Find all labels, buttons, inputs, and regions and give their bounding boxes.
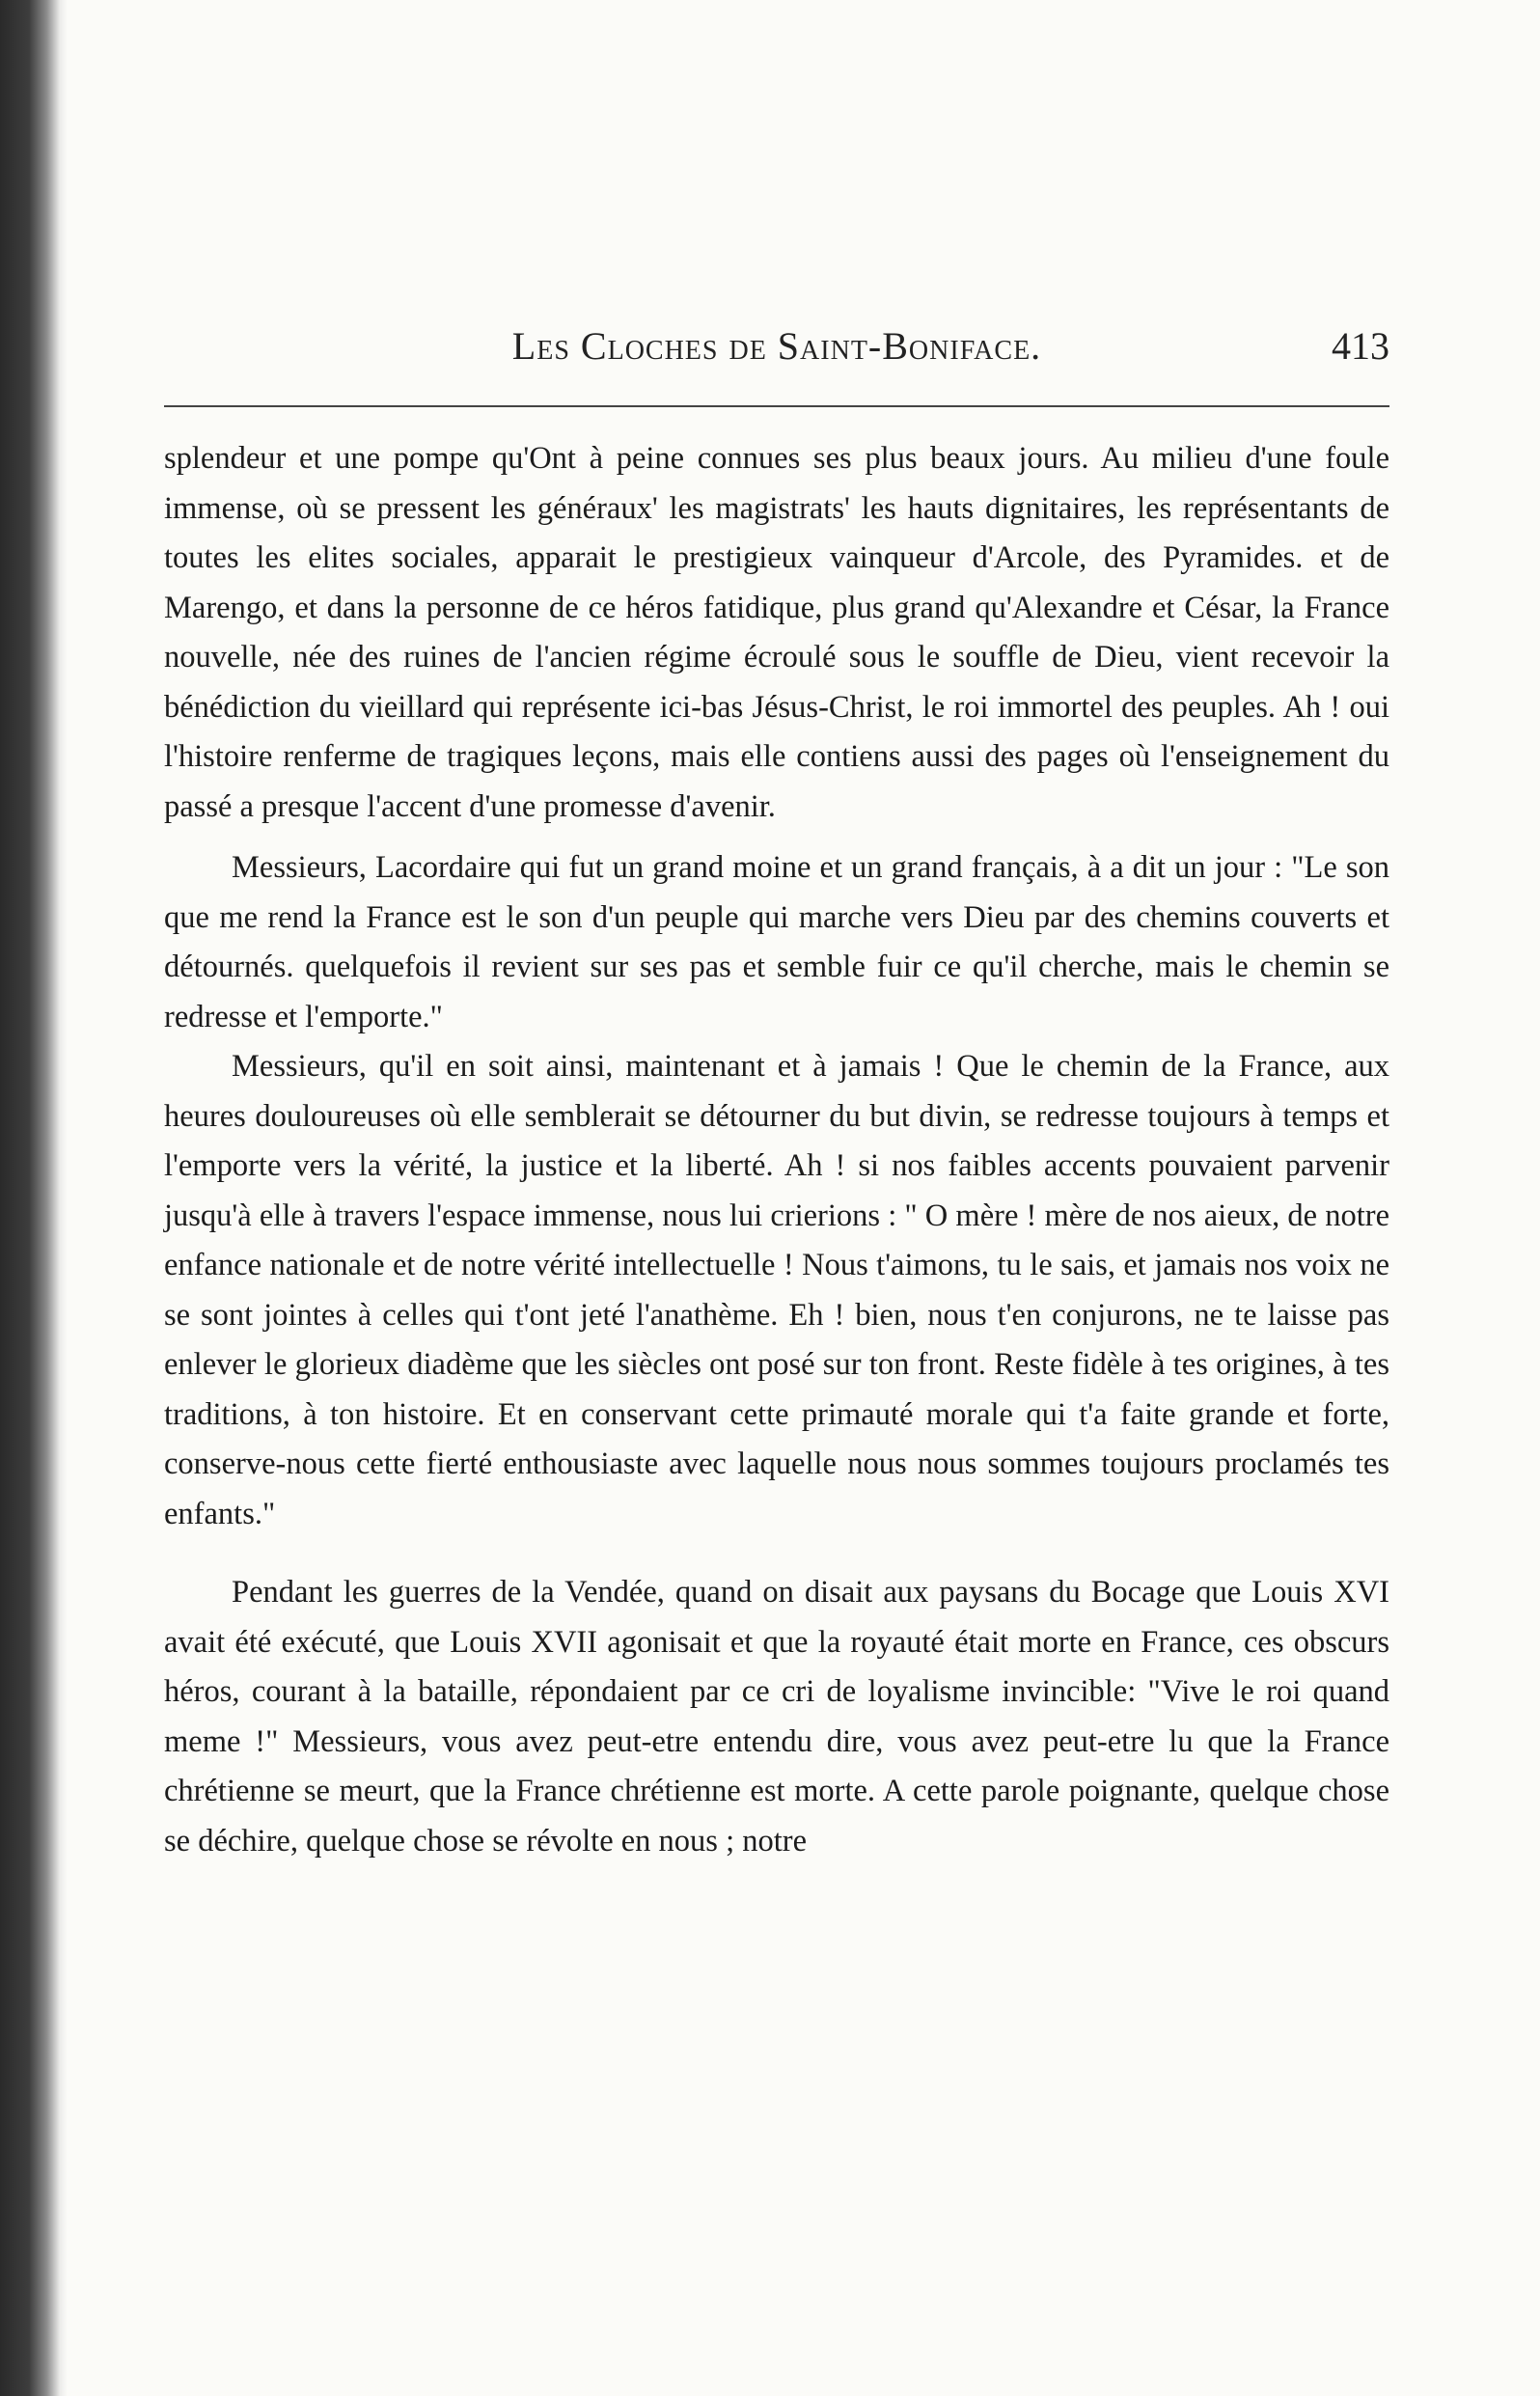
page-number: 413: [1332, 324, 1389, 368]
paragraph-vendee: Pendant les guerres de la Vendée, quand on disait aux paysans du Bocage que Louis XVI avait été exécuté, que Louis XVII agonisait et que la royauté était morte en France, ces obscurs héros, courant à la bataille, répondaient par ce cri de loyalisme invincible: "Vive le roi quand meme !" Messieurs, vous avez peut-etre entendu dire, vous avez peut-etre lu que la France chrétienne se meurt, que la France chrétienne est morte. A cette parole poignante, quelque chose se déchire, quelque chose se révolte en nous ; notre: [164, 1575, 1389, 1859]
header-rule: [164, 405, 1389, 407]
body-text: [164, 434, 1389, 1866]
scanned-binding-edge: [0, 0, 68, 2396]
paragraph-continued: splendeur et une pompe qu'Ont à peine connues ses plus beaux jours. Au milieu d'une foule immense, où se pressent les généraux' les magistrats' les hauts dignitaires, les représentants de toutes les elites sociales, apparait le prestigieux vainqueur d'Arcole, des Pyramides. et de Marengo, et dans la personne de ce héros fatidique, plus grand qu'Alexandre et César, la France nouvelle, née des ruines de l'ancien régime écroulé sous le souffle de Dieu, vient recevoir la bénédiction du vieillard qui représente ici-bas Jésus-Christ, le roi immortel des peuples. Ah ! oui l'histoire renferme de tragiques leçons, mais elle contiens aussi des pages où l'enseignement du passé a presque l'accent d'une promesse d'avenir.: [164, 441, 1389, 824]
paragraph-lacordaire: Messieurs, Lacordaire qui fut un grand moine et un grand français, à a dit un jour : "Le son que me rend la France est le son d'un peuple qui marche vers Dieu par des chemins couverts et détournés. quelquefois il revient sur ses pas et semble fuir ce qu'il cherche, mais le chemin se redresse et l'emporte.": [164, 850, 1389, 1034]
running-title: Les Cloches de Saint-Boniface.: [511, 324, 1042, 368]
running-head: [164, 323, 1389, 381]
paragraph-appeal-to-france: Messieurs, qu'il en soit ainsi, maintenant et à jamais ! Que le chemin de la France, aux heures douloureuses où elle semblerait se détourner du but divin, se redresse toujours à temps et l'emporte vers la vérité, la justice et la liberté. Ah ! si nos faibles accents pouvaient parvenir jusqu'à elle à travers l'espace immense, nous lui crierions : " O mère ! mère de nos aieux, de notre enfance nationale et de notre vérité intellectuelle ! Nous t'aimons, tu le sais, et jamais nos voix ne se sont jointes à celles qui t'ont jeté l'anathème. Eh ! bien, nous t'en conjurons, ne te laisse pas enlever le glorieux diadème que les siècles ont posé sur ton front. Reste fidèle à tes origines, à tes traditions, à ton histoire. Et en conservant cette primauté morale qui t'a faite grande et forte, conserve-nous cette fierté enthousiaste avec laquelle nous nous sommes toujours proclamés tes enfants.": [164, 1049, 1389, 1531]
